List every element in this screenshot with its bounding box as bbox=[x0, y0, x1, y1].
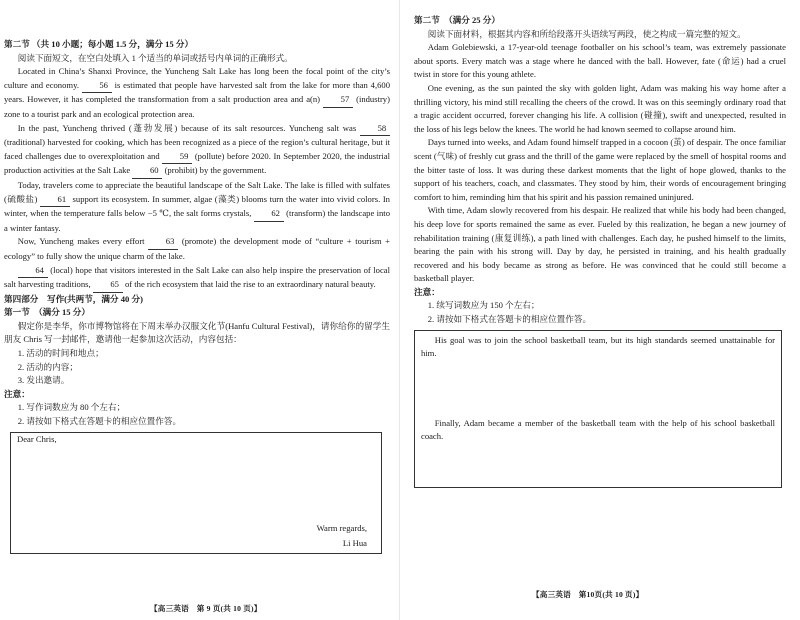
story-paragraph: Adam Golebiewski, a 17-year-old teenage footballer on his school’s team, was extremely passionate about sports. Every match was a stage where he danced with the ball. However, fate (命运) had a cruel twist in store for this young athlete. bbox=[414, 42, 786, 80]
note-item: 1. 写作词数应为 80 个左右； bbox=[17, 402, 126, 413]
writing-section1-heading: 第一节 （满分 15 分） bbox=[4, 307, 90, 318]
writing-point: 2. 活动的内容； bbox=[17, 361, 78, 372]
email-writing-box[interactable] bbox=[10, 432, 382, 554]
page-footer: 【高三英语 第 9 页(共 10 页)】 bbox=[150, 604, 262, 613]
continuation-instruction: 阅读下面材料，根据其内容和所给段落开头语续写两段，使之构成一篇完整的短文。 bbox=[427, 28, 746, 39]
passage-paragraph-5: 64 (local) hope that visitors interested in the Salt Lake can also help inspire the preservation of local salt harvesting traditions, 65 of the rich ecosystem that laid the rise to an extraordinary natural beauty. bbox=[4, 264, 390, 293]
blank-57: 57 bbox=[323, 93, 353, 108]
blank-61: 61 bbox=[40, 193, 70, 208]
writing-prompt: 假定你是李华，你市博物馆将在下周末举办汉服文化节(Hanfu Cultural Festival)，请你给你的留学生朋友 Chris 写一封邮件，邀请他一起参加这次活动，内容包括： bbox=[4, 320, 390, 345]
note-item: 2. 请按如下格式在答题卡的相应位置作答。 bbox=[427, 314, 592, 325]
passage-paragraph-2: In the past, Yuncheng thrived (蓬勃发展) because of its salt resources. Yuncheng salt was 58 (traditional) harvested for cooking, which has been recognized as a piece of the region’s cultural heritage, but it faced challenges due to overexploitation and 59 (pollute) before 2020. In September 2020, the industrial production activities at the Salt Lake 60 (prohibit) by the government. bbox=[4, 122, 390, 179]
story-paragraph: With time, Adam slowly recovered from his despair. He realized that while his body had been changed, his deep love for sports remained the same as ever. Fueled by this realization, he began a new journey of rehabilitation training (康复训练), a path lined with challenges. Each day, he pushed himself to the limits, bearing the pain with his strong will. Day by day, he persisted in training, and his health gradually recovered and his body became as strong as before. He was convinced that he could still become a basketball player. bbox=[414, 205, 786, 284]
page-10 bbox=[400, 0, 800, 620]
writing-point: 1. 活动的时间和地点； bbox=[17, 348, 104, 359]
email-greeting: Dear Chris, bbox=[17, 433, 57, 444]
passage-paragraph-1: Located in China’s Shanxi Province, the Yuncheng Salt Lake has long been the focal point of the city’s culture and economy. 56 is estimated that people have harvested salt from the lake for more than 4,600 years. However, it has completed the transformation from a salt production area and a(n) 57 (industry) zone to a tourist park and an ecological protection area. bbox=[4, 66, 390, 119]
notes-title: 注意： bbox=[414, 286, 440, 297]
writing-point: 3. 发出邀请。 bbox=[17, 375, 70, 386]
blank-63: 63 bbox=[148, 235, 178, 250]
blank-60: 60 bbox=[132, 164, 162, 179]
blank-56: 56 bbox=[82, 79, 112, 94]
page-footer: 【高三英语 第10页(共 10 页)】 bbox=[532, 590, 644, 599]
blank-59: 59 bbox=[162, 150, 192, 165]
note-item: 2. 请按如下格式在答题卡的相应位置作答。 bbox=[17, 416, 182, 427]
passage-paragraph-3: Today, travelers come to appreciate the beautiful landscape of the Salt Lake. The lake is filled with sulfates (硫酸盐) 61 support its ecosystem. In summer, algae (藻类) blooms turn the water into vivid colors. In winter, when the temperature falls below −5 ℃, the salt forms crystals, 62 (transform) the landscape into a winter fantasy. bbox=[4, 179, 390, 233]
passage-paragraph-4: Now, Yuncheng makes every effort 63 (promote) the development mode of “culture + tourism + ecology” to fully show the unique charm of the lake. bbox=[4, 236, 390, 261]
blank-62: 62 bbox=[254, 207, 284, 222]
section2-instruction: 阅读下面短文，在空白处填入 1 个适当的单词或括号内单词的正确形式。 bbox=[17, 52, 293, 63]
note-item: 1. 续写词数应为 150 个左右； bbox=[427, 300, 540, 311]
blank-58: 58 bbox=[360, 122, 390, 137]
email-closing: Warm regards, bbox=[316, 523, 367, 534]
continuation-writing-box[interactable] bbox=[414, 330, 782, 488]
part4-heading: 第四部分 写作(共两节，满分 40 分) bbox=[4, 293, 143, 304]
paragraph-opener-1: His goal was to join the school basketball team, but its high standards seemed unattainable for him. bbox=[421, 334, 775, 359]
email-signature: Li Hua bbox=[342, 538, 367, 549]
notes-title: 注意： bbox=[4, 388, 30, 399]
blank-65: 65 bbox=[93, 278, 123, 293]
story-paragraph: One evening, as the sun painted the sky with golden light, Adam was making his way home after a thrilling victory, his mind still recalling the cheers of the crowd. It was on this seemingly ordinary road that a tragic accident occurred, forever changing his life. A collision (碰撞), swift and unexpected, resulted in the loss of his legs below the knees. The world he had known seemed to collapse around him. bbox=[414, 82, 786, 134]
paragraph-opener-2: Finally, Adam became a member of the basketball team with the help of his school basketball coach. bbox=[421, 417, 775, 442]
section2-heading: 第二节 （共 10 小题；每小题 1.5 分，满分 15 分） bbox=[4, 39, 194, 49]
story-paragraph: Days turned into weeks, and Adam found himself trapped in a cocoon (茧) of despair. The once familiar scent (气味) of freshly cut grass and the thrill of the game were replaced by the smell of hospital rooms and the bitter taste of loss. It was during these darkest moments that the light of hope glowed, thanks to the support of his teachers, coach, and classmates. They stood by him, their words of encouragement bringing comfort to him, reminding him that his spirit and his passion remained uninjured. bbox=[414, 137, 786, 202]
blank-64: 64 bbox=[18, 264, 48, 279]
continuation-heading: 第二节 （满分 25 分） bbox=[414, 15, 500, 25]
